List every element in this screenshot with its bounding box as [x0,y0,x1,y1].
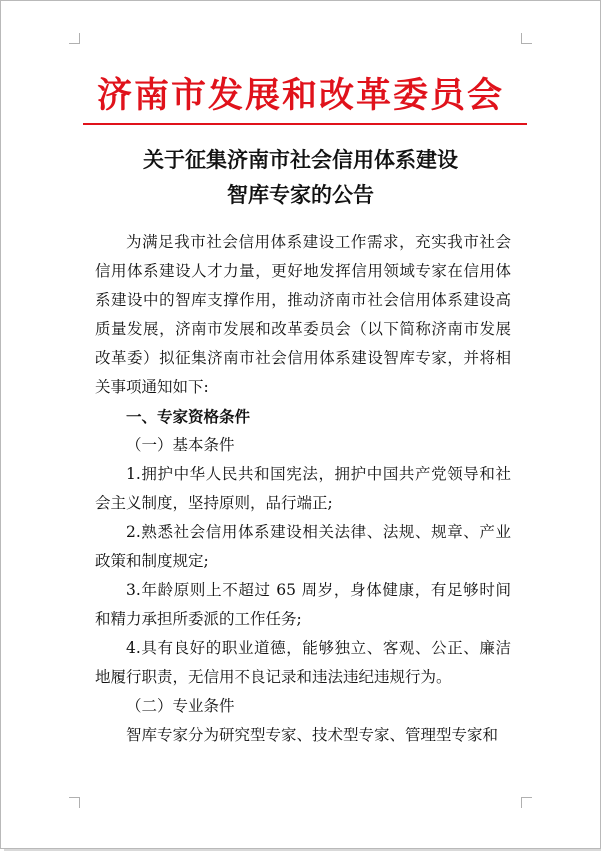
crop-mark-bottom-left [69,797,80,808]
crop-mark-top-right [521,33,532,44]
list-item: 1.拥护中华人民共和国宪法，拥护中国共产党领导和社会主义制度，坚持原则，品行端正; [95,465,511,512]
document-title-line-1: 关于征集济南市社会信用体系建设 [143,147,458,172]
intro-paragraph: 为满足我市社会信用体系建设工作需求，充实我市社会信用体系建设人才力量，更好地发挥信用领域专家在信用体系建设中的智库支撑作用，推动济南市社会信用体系建设高质量发展，济南市发展和改革委员会（以下简称济南市发展改革委）拟征集济南市社会信用体系建设智库专家，并将相关事项通知如下: [95,233,511,396]
list-item: 3.年龄原则上不超过 65 周岁，身体健康，有足够时间和精力承担所委派的工作任务; [95,581,511,628]
list-item: 2.熟悉社会信用体系建设相关法律、法规、规章、产业政策和制度规定; [95,523,511,570]
list-item: 4.具有良好的职业道德，能够独立、客观、公正、廉洁地履行职责，无信用不良记录和违法违纪违规行为。 [95,639,511,686]
crop-mark-bottom-right [521,797,532,808]
section-heading: 一、专家资格条件 [126,407,251,426]
subsection-heading: （二）专业条件 [126,697,235,715]
issuing-organization-header: 济南市发展和改革委员会 [96,75,504,116]
red-header-rule [83,123,527,125]
document-body [95,228,511,750]
body-paragraph: 智库专家分为研究型专家、技术型专家、管理型专家和 [126,726,499,744]
crop-mark-top-left [69,33,80,44]
document-title-line-2: 智库专家的公告 [227,182,374,207]
subsection-heading: （一）基本条件 [126,436,235,454]
